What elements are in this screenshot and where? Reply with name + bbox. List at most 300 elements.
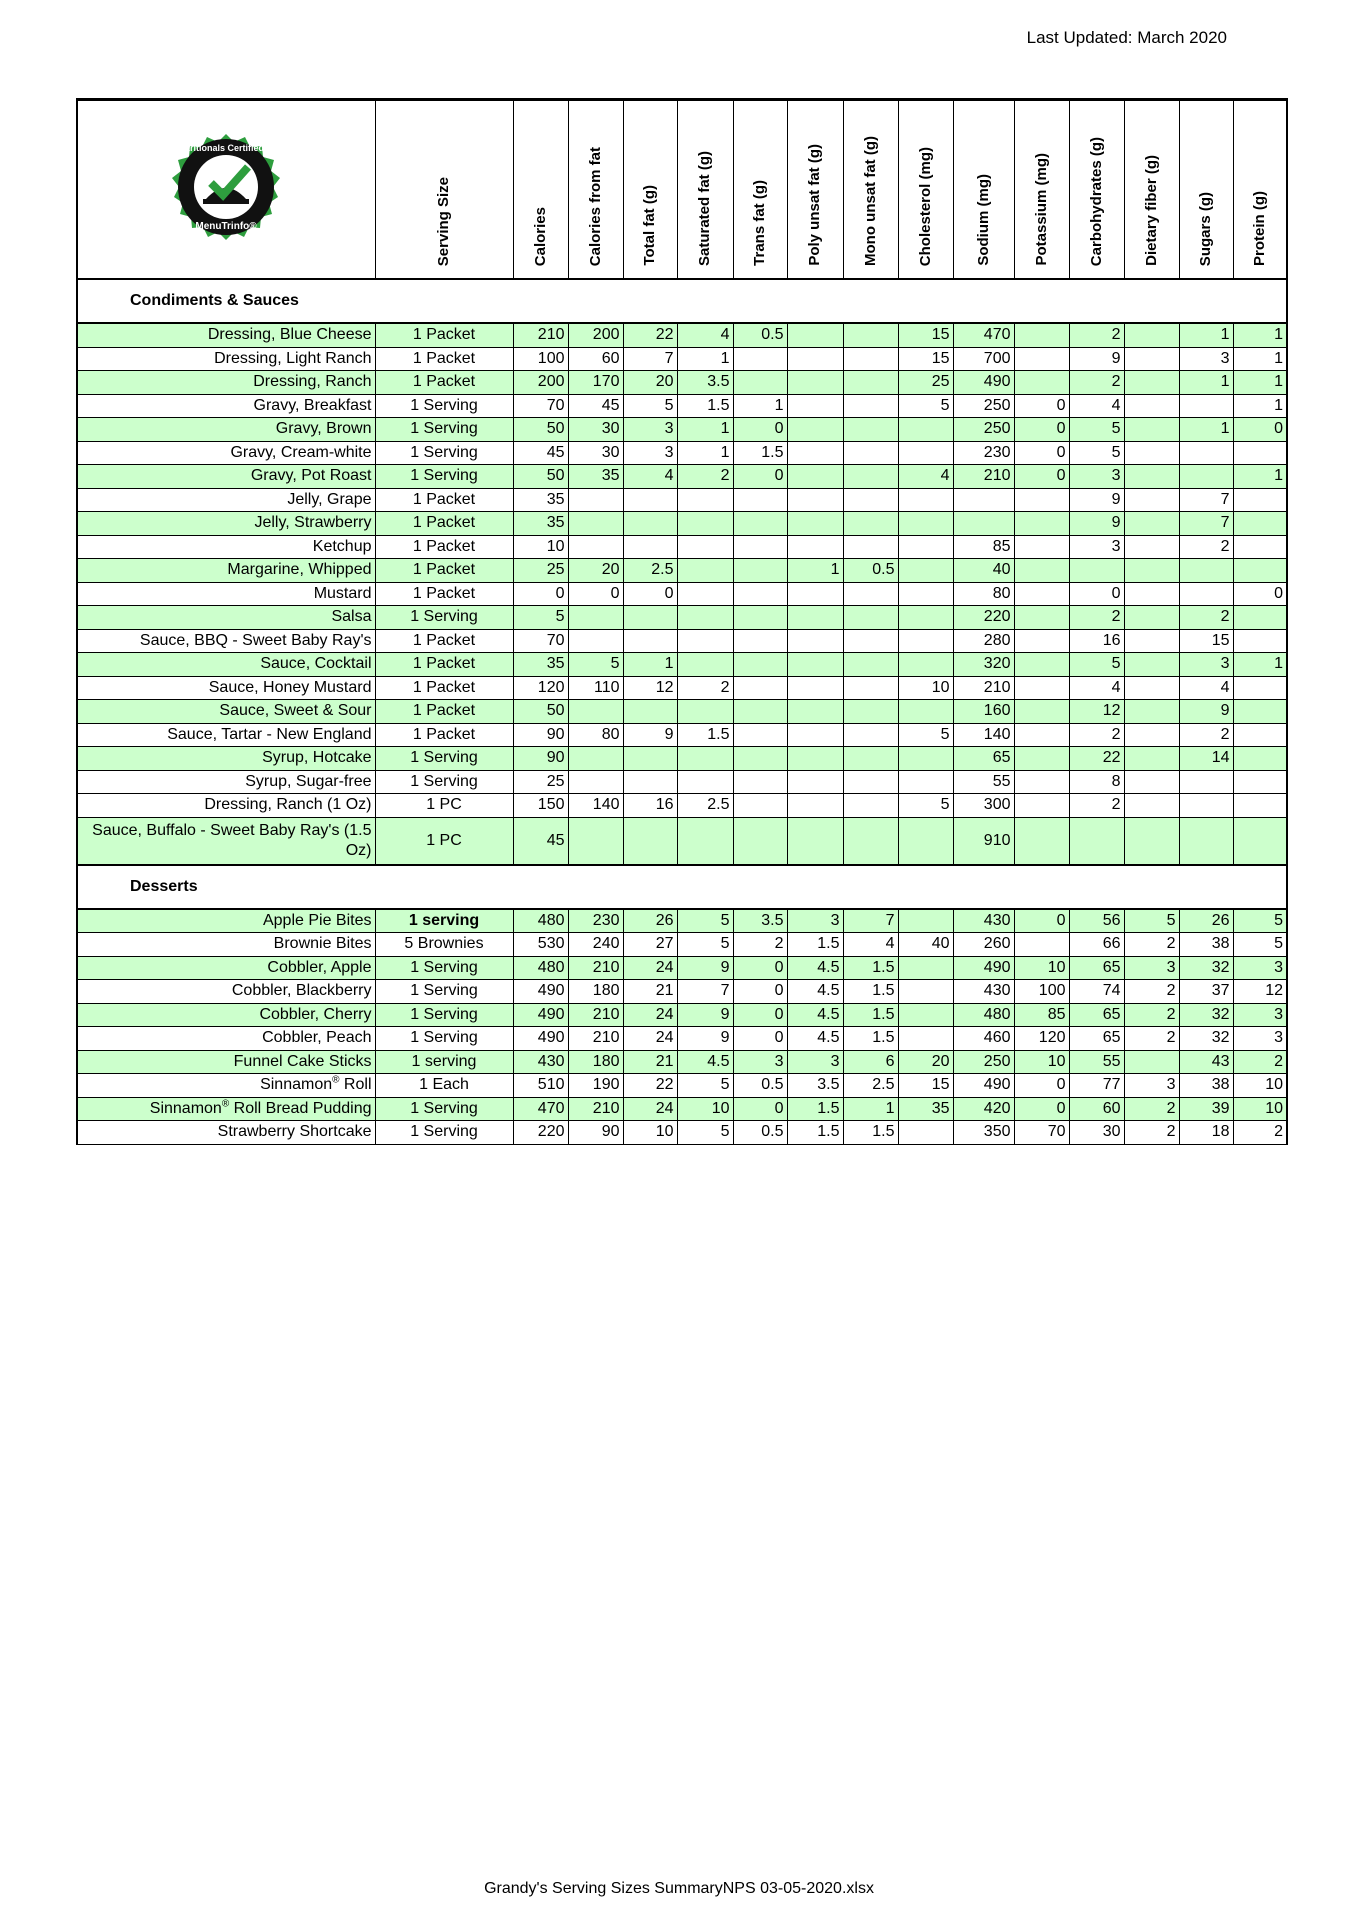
nutrient-value — [1124, 371, 1179, 395]
nutrient-value: 20 — [623, 371, 677, 395]
nutrient-value: 90 — [513, 747, 568, 771]
nutrient-value — [568, 488, 623, 512]
nutrient-value — [733, 723, 787, 747]
nutrient-value: 0 — [1014, 441, 1069, 465]
nutrient-value: 2 — [1069, 371, 1124, 395]
nutrient-value: 50 — [513, 418, 568, 442]
nutrient-value: 3 — [623, 441, 677, 465]
nutrient-value: 5 — [623, 394, 677, 418]
nutrient-value — [898, 582, 953, 606]
nutrient-value: 2 — [1069, 606, 1124, 630]
nutrient-value: 4.5 — [787, 1027, 843, 1051]
nutrient-value: 16 — [1069, 629, 1124, 653]
nutrient-value — [1233, 488, 1287, 512]
nutrient-value: 140 — [953, 723, 1014, 747]
nutrient-value: 12 — [1233, 980, 1287, 1004]
nutrient-value — [623, 535, 677, 559]
serving-size: 1 Serving — [375, 441, 513, 465]
nutrient-value: 0 — [733, 980, 787, 1004]
section-title: Condiments & Sauces — [77, 279, 1287, 323]
nutrient-value — [1179, 794, 1233, 818]
nutrient-value: 210 — [568, 1027, 623, 1051]
nutrient-value: 4 — [1069, 394, 1124, 418]
nutrient-value: 230 — [568, 909, 623, 933]
nutrient-value: 4.5 — [787, 980, 843, 1004]
nutrient-value: 74 — [1069, 980, 1124, 1004]
nutrient-value: 1.5 — [787, 933, 843, 957]
nutrient-value: 0 — [1014, 1074, 1069, 1098]
nutrient-value — [1233, 723, 1287, 747]
serving-size: 1 Packet — [375, 700, 513, 724]
nutrient-value — [733, 700, 787, 724]
nutrient-value: 5 — [898, 723, 953, 747]
nutrient-value — [1179, 582, 1233, 606]
nutrient-value — [1233, 535, 1287, 559]
nutrient-value: 30 — [568, 441, 623, 465]
nutrient-value: 2 — [1124, 1121, 1179, 1145]
nutrient-value — [787, 535, 843, 559]
serving-size: 1 Packet — [375, 676, 513, 700]
nutrient-value — [1014, 653, 1069, 677]
nutrient-value: 35 — [513, 488, 568, 512]
nutrient-value: 7 — [623, 347, 677, 371]
nutrient-value: 1 — [623, 653, 677, 677]
col-header-serving-size: Serving Size — [375, 100, 513, 280]
table-row — [77, 512, 1287, 536]
nutrient-value: 40 — [898, 933, 953, 957]
serving-size: 1 Serving — [375, 980, 513, 1004]
nutrient-value — [787, 629, 843, 653]
table-row — [77, 1074, 1287, 1098]
item-name: Sinnamon® Roll — [77, 1074, 375, 1098]
nutrient-value — [1124, 676, 1179, 700]
nutrient-value: 0 — [733, 1027, 787, 1051]
nutrient-value — [843, 465, 898, 489]
nutrient-value — [568, 747, 623, 771]
nutrient-value: 480 — [513, 909, 568, 933]
col-header-trans-fat: Trans fat (g) — [733, 100, 787, 280]
nutrient-value: 490 — [953, 956, 1014, 980]
nutrient-value: 430 — [953, 980, 1014, 1004]
item-name: Margarine, Whipped — [77, 559, 375, 583]
item-name: Gravy, Cream-white — [77, 441, 375, 465]
nutrient-value: 2 — [1233, 1121, 1287, 1145]
nutrient-value — [898, 770, 953, 794]
serving-size: 1 Packet — [375, 559, 513, 583]
nutrient-value — [1014, 933, 1069, 957]
nutrient-value: 65 — [1069, 1003, 1124, 1027]
nutrient-value: 2 — [677, 676, 733, 700]
nutrient-value — [623, 700, 677, 724]
nutrient-value: 65 — [1069, 1027, 1124, 1051]
nutrient-value — [1014, 676, 1069, 700]
table-row — [77, 347, 1287, 371]
col-header-potassium: Potassium (mg) — [1014, 100, 1069, 280]
nutrient-value — [843, 817, 898, 865]
nutrient-value — [843, 371, 898, 395]
nutrient-value: 0 — [733, 1097, 787, 1121]
nutrient-value: 470 — [953, 323, 1014, 347]
serving-size: 1 Serving — [375, 1121, 513, 1145]
nutrient-value: 1.5 — [677, 723, 733, 747]
nutrient-value: 70 — [513, 394, 568, 418]
nutrient-value: 1 — [1233, 371, 1287, 395]
nutrient-value — [623, 770, 677, 794]
nutrient-value: 3 — [1233, 956, 1287, 980]
nutrient-value: 2 — [1233, 1050, 1287, 1074]
nutrient-value — [623, 606, 677, 630]
nutrition-table-body — [77, 279, 1287, 1144]
nutrient-value: 210 — [568, 1003, 623, 1027]
serving-size: 1 Packet — [375, 347, 513, 371]
nutrient-value — [843, 770, 898, 794]
item-name: Dressing, Ranch — [77, 371, 375, 395]
nutrient-value — [898, 512, 953, 536]
nutrient-value: 2 — [1124, 980, 1179, 1004]
item-name: Sinnamon® Roll Bread Pudding — [77, 1097, 375, 1121]
item-name: Dressing, Ranch (1 Oz) — [77, 794, 375, 818]
nutrient-value: 250 — [953, 394, 1014, 418]
nutrient-value: 3 — [1179, 347, 1233, 371]
nutrient-value — [733, 629, 787, 653]
nutrient-value: 32 — [1179, 956, 1233, 980]
nutrient-value — [568, 629, 623, 653]
nutrient-value — [568, 817, 623, 865]
nutrient-value — [1233, 512, 1287, 536]
item-name: Cobbler, Apple — [77, 956, 375, 980]
item-name: Gravy, Brown — [77, 418, 375, 442]
item-name: Jelly, Strawberry — [77, 512, 375, 536]
col-header-saturated-fat: Saturated fat (g) — [677, 100, 733, 280]
nutrient-value: 32 — [1179, 1027, 1233, 1051]
nutrient-value — [568, 512, 623, 536]
table-row — [77, 394, 1287, 418]
nutrient-value: 0 — [568, 582, 623, 606]
nutrient-value — [1124, 488, 1179, 512]
nutrient-value — [843, 653, 898, 677]
table-row — [77, 747, 1287, 771]
nutrient-value — [787, 371, 843, 395]
nutrient-value: 10 — [677, 1097, 733, 1121]
nutrient-value: 0.5 — [733, 323, 787, 347]
seal-top-text: Nutritionals Certified by — [175, 142, 278, 153]
table-row — [77, 1097, 1287, 1121]
nutrient-value: 4 — [677, 323, 733, 347]
nutrient-value: 10 — [623, 1121, 677, 1145]
nutrient-value — [787, 723, 843, 747]
nutrient-value — [733, 347, 787, 371]
nutrient-value: 3 — [787, 909, 843, 933]
nutrient-value — [787, 582, 843, 606]
nutrient-value: 1 — [843, 1097, 898, 1121]
nutrient-value: 140 — [568, 794, 623, 818]
nutrient-value: 4 — [1179, 676, 1233, 700]
nutrient-value: 0 — [1069, 582, 1124, 606]
nutrient-value — [898, 441, 953, 465]
nutrient-value: 4 — [1069, 676, 1124, 700]
serving-size: 1 Serving — [375, 770, 513, 794]
nutrient-value: 25 — [513, 559, 568, 583]
nutrient-value: 16 — [623, 794, 677, 818]
nutrient-value: 5 — [677, 933, 733, 957]
nutrient-value: 38 — [1179, 933, 1233, 957]
item-name: Cobbler, Peach — [77, 1027, 375, 1051]
nutrient-value: 510 — [513, 1074, 568, 1098]
nutrient-value: 9 — [677, 1003, 733, 1027]
nutrient-value: 90 — [513, 723, 568, 747]
nutrient-value: 3 — [1069, 465, 1124, 489]
nutrient-value — [1014, 700, 1069, 724]
table-row — [77, 323, 1287, 347]
nutrient-value: 320 — [953, 653, 1014, 677]
nutrient-value — [733, 512, 787, 536]
nutrient-value — [1124, 582, 1179, 606]
nutrient-value: 1 — [787, 559, 843, 583]
table-row — [77, 933, 1287, 957]
nutrient-value — [1124, 747, 1179, 771]
serving-size: 1 Packet — [375, 723, 513, 747]
nutrient-value — [733, 817, 787, 865]
nutrient-value — [1124, 418, 1179, 442]
item-name: Sauce, Sweet & Sour — [77, 700, 375, 724]
nutrient-value — [1233, 441, 1287, 465]
nutrient-value — [787, 747, 843, 771]
nutrient-value — [898, 629, 953, 653]
nutrient-value: 3 — [1069, 535, 1124, 559]
col-header-protein: Protein (g) — [1233, 100, 1287, 280]
nutrient-value: 10 — [513, 535, 568, 559]
certified-seal-icon — [156, 117, 296, 257]
nutrient-value: 1 — [1233, 653, 1287, 677]
nutrient-value: 5 — [898, 394, 953, 418]
item-name: Mustard — [77, 582, 375, 606]
col-header-cholesterol: Cholesterol (mg) — [898, 100, 953, 280]
nutrient-value — [733, 794, 787, 818]
nutrient-value — [1124, 700, 1179, 724]
table-row — [77, 582, 1287, 606]
item-name: Cobbler, Cherry — [77, 1003, 375, 1027]
nutrient-value: 26 — [623, 909, 677, 933]
nutrient-value — [1014, 817, 1069, 865]
item-name: Syrup, Sugar-free — [77, 770, 375, 794]
nutrient-value — [1124, 347, 1179, 371]
nutrient-value: 30 — [568, 418, 623, 442]
nutrient-value: 2 — [1179, 723, 1233, 747]
nutrient-value — [787, 418, 843, 442]
nutrient-value: 60 — [568, 347, 623, 371]
nutrient-value — [677, 606, 733, 630]
nutrient-value: 24 — [623, 1003, 677, 1027]
nutrient-value — [898, 488, 953, 512]
nutrient-value: 1 — [677, 347, 733, 371]
nutrient-value: 700 — [953, 347, 1014, 371]
nutrient-value: 25 — [898, 371, 953, 395]
nutrient-value — [787, 700, 843, 724]
nutrient-value: 250 — [953, 418, 1014, 442]
nutrient-value: 210 — [568, 1097, 623, 1121]
nutrient-value — [787, 653, 843, 677]
nutrient-value: 70 — [513, 629, 568, 653]
table-row — [77, 653, 1287, 677]
nutrient-value — [1124, 441, 1179, 465]
nutrient-value — [787, 347, 843, 371]
nutrient-value: 1.5 — [677, 394, 733, 418]
nutrient-value: 45 — [513, 817, 568, 865]
nutrient-value: 210 — [568, 956, 623, 980]
nutrient-value — [1124, 817, 1179, 865]
serving-size: 1 Packet — [375, 488, 513, 512]
table-row — [77, 770, 1287, 794]
table-row — [77, 535, 1287, 559]
nutrient-value: 2.5 — [843, 1074, 898, 1098]
header-row — [77, 100, 1287, 280]
nutrient-value: 100 — [513, 347, 568, 371]
nutrient-value: 1.5 — [843, 1027, 898, 1051]
nutrient-value: 480 — [953, 1003, 1014, 1027]
nutrient-value: 0.5 — [843, 559, 898, 583]
nutrient-value: 45 — [568, 394, 623, 418]
seal-brand-text: MenuTrinfo® — [195, 220, 257, 232]
serving-size: 1 Packet — [375, 629, 513, 653]
nutrient-value: 15 — [898, 347, 953, 371]
nutrient-value — [898, 559, 953, 583]
nutrient-value: 0 — [1014, 394, 1069, 418]
table-row — [77, 1027, 1287, 1051]
item-name: Strawberry Shortcake — [77, 1121, 375, 1145]
nutrient-value — [843, 606, 898, 630]
serving-size: 1 Packet — [375, 512, 513, 536]
nutrient-value — [623, 512, 677, 536]
nutrient-value — [733, 747, 787, 771]
nutrient-value: 5 — [1069, 418, 1124, 442]
nutrient-value — [1014, 512, 1069, 536]
nutrient-value: 5 — [898, 794, 953, 818]
nutrient-value: 260 — [953, 933, 1014, 957]
nutrient-value: 1 — [1179, 323, 1233, 347]
nutrient-value — [1124, 535, 1179, 559]
nutrient-value: 39 — [1179, 1097, 1233, 1121]
nutrient-value — [843, 394, 898, 418]
nutrient-value: 10 — [1233, 1074, 1287, 1098]
nutrient-value — [1233, 559, 1287, 583]
nutrient-value — [787, 794, 843, 818]
nutrient-value: 5 — [1069, 441, 1124, 465]
nutrient-value: 0 — [733, 956, 787, 980]
nutrient-value: 9 — [1069, 347, 1124, 371]
nutrient-value: 22 — [623, 323, 677, 347]
item-name: Brownie Bites — [77, 933, 375, 957]
nutrient-value: 9 — [677, 956, 733, 980]
nutrient-value: 10 — [1014, 956, 1069, 980]
nutrient-value: 3.5 — [787, 1074, 843, 1098]
nutrient-value: 0 — [1014, 465, 1069, 489]
nutrient-value — [1014, 535, 1069, 559]
item-name: Dressing, Blue Cheese — [77, 323, 375, 347]
nutrient-value: 420 — [953, 1097, 1014, 1121]
section-header-row — [77, 865, 1287, 909]
nutrient-value — [1069, 559, 1124, 583]
nutrient-value: 160 — [953, 700, 1014, 724]
table-row — [77, 465, 1287, 489]
table-row — [77, 418, 1287, 442]
nutrient-value — [1233, 700, 1287, 724]
serving-size: 1 PC — [375, 817, 513, 865]
nutrient-value — [898, 1121, 953, 1145]
nutrient-value — [677, 629, 733, 653]
nutrient-value: 65 — [1069, 956, 1124, 980]
nutrient-value — [1233, 794, 1287, 818]
nutrient-value — [898, 747, 953, 771]
nutrient-value: 1 — [733, 394, 787, 418]
nutrient-value: 7 — [1179, 512, 1233, 536]
nutrient-value: 20 — [898, 1050, 953, 1074]
certification-logo — [77, 100, 375, 280]
nutrient-value: 4.5 — [787, 1003, 843, 1027]
col-header-calories-from-fat: Calories from fat — [568, 100, 623, 280]
nutrient-value — [1124, 1050, 1179, 1074]
nutrient-value: 0 — [1014, 1097, 1069, 1121]
table-row — [77, 676, 1287, 700]
nutrient-value — [1233, 817, 1287, 865]
table-row — [77, 1121, 1287, 1145]
item-name: Sauce, Buffalo - Sweet Baby Ray's (1.5 Oz) — [77, 817, 375, 865]
nutrient-value: 25 — [513, 770, 568, 794]
nutrient-value: 0 — [1233, 582, 1287, 606]
nutrient-value: 1 — [1179, 418, 1233, 442]
nutrient-value — [1014, 323, 1069, 347]
nutrient-value: 0 — [733, 418, 787, 442]
nutrient-value: 15 — [1179, 629, 1233, 653]
table-row — [77, 441, 1287, 465]
nutrient-value: 220 — [513, 1121, 568, 1145]
nutrient-value: 56 — [1069, 909, 1124, 933]
serving-size: 1 serving — [375, 909, 513, 933]
nutrient-value — [843, 794, 898, 818]
nutrient-value — [1014, 770, 1069, 794]
nutrient-value: 15 — [898, 1074, 953, 1098]
serving-size: 1 serving — [375, 1050, 513, 1074]
nutrient-value — [1014, 488, 1069, 512]
nutrient-value: 35 — [513, 653, 568, 677]
nutrient-value — [568, 535, 623, 559]
nutrient-value — [843, 535, 898, 559]
nutrient-value — [733, 582, 787, 606]
col-header-carbohydrates: Carbohydrates (g) — [1069, 100, 1124, 280]
table-row — [77, 700, 1287, 724]
nutrient-value: 35 — [898, 1097, 953, 1121]
table-row — [77, 559, 1287, 583]
nutrient-value — [1124, 512, 1179, 536]
nutrient-value: 3 — [623, 418, 677, 442]
table-row — [77, 488, 1287, 512]
serving-size: 1 Serving — [375, 465, 513, 489]
nutrient-value: 0 — [733, 1003, 787, 1027]
nutrient-value — [733, 606, 787, 630]
nutrient-value: 3 — [787, 1050, 843, 1074]
nutrient-value — [843, 582, 898, 606]
nutrient-value: 27 — [623, 933, 677, 957]
serving-size: 1 Packet — [375, 323, 513, 347]
item-name: Funnel Cake Sticks — [77, 1050, 375, 1074]
nutrient-value: 220 — [953, 606, 1014, 630]
nutrient-value — [787, 817, 843, 865]
nutrient-value — [1014, 629, 1069, 653]
nutrient-value: 1 — [1233, 394, 1287, 418]
nutrient-value: 210 — [513, 323, 568, 347]
nutrient-value: 0 — [623, 582, 677, 606]
nutrient-value: 150 — [513, 794, 568, 818]
serving-size: 1 Serving — [375, 956, 513, 980]
